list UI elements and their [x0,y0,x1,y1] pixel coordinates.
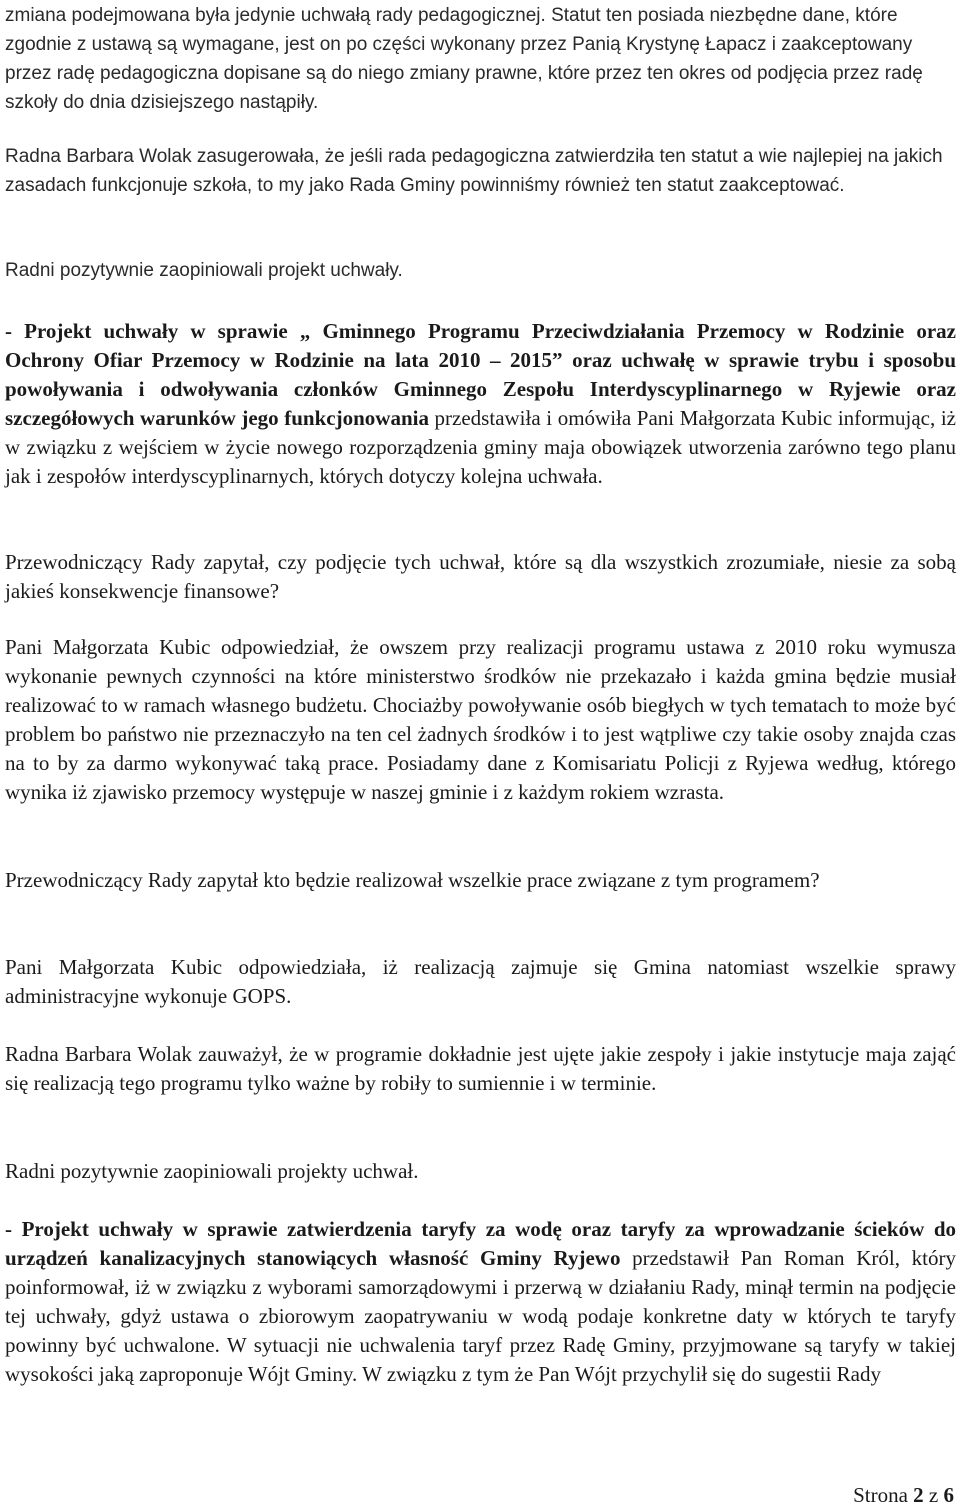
page-separator: z [923,1483,944,1507]
paragraph-text: Pani Małgorzata Kubic odpowiedział, że owszem przy realizacji programu ustawa z 2010 roku wymusza wykonanie pewnych czynności na które ministerstwo środków nie przekazało i każda gmina będzie musiał realizować to w ramach własnego budżetu. Chociażby powoływanie osób biegłych w tych tematach to może być problem bo państwo nie przeznaczyło na ten cel żadnych środków i to jest wątpliwe czy takie osoby znajda czas na to by za darmo wykonywać taką prace. Posiadamy dane z Komisariatu Policji z Ryjewa według, którego wynika iż zjawisko przemocy występuje w naszej gminie i z każdym rokiem wzrasta. [5,635,956,804]
paragraph-text: Przewodniczący Rady zapytał, czy podjęcie tych uchwał, które są dla wszystkich zrozumiałe, niesie za sobą jakieś konsekwencje finansowe? [5,550,956,603]
resolution-title: - Projekt uchwały w sprawie zatwierdzenia taryfy za wodę oraz taryfy za wprowadzanie ścieków do urządzeń kanalizacyjnych stanowiących własność Gminy Ryjewo [5,1217,956,1270]
resolution-title: - Projekt uchwały w sprawie „ Gminnego Programu Przeciwdziałania Przemocy w Rodzinie oraz Ochrony Ofiar Przemocy w Rodzinie na lata 2010 – 2015” oraz uchwałę w sprawie trybu i sposobu powoływania i odwoływania członków Gminnego Zespołu Interdyscyplinarnego w Ryjewie oraz szczegółowych warunków jego funkcjonowania [5,319,956,430]
paragraph-kubic-gops [5,953,956,1011]
paragraph-text: Radna Barbara Wolak zauważył, że w programie dokładnie jest ujęte jakie zespoły i jakie instytucje maja zająć się realizacją tego programu tylko ważne by robiły to sumiennie i w terminie. [5,1042,956,1095]
paragraph-projekt-taryfy [5,1215,956,1389]
current-page: 2 [913,1483,924,1507]
paragraph-opinion-2 [5,1157,956,1186]
paragraph-przewodniczacy-pytanie [5,548,956,606]
paragraph-kubic-odpowiedz [5,633,956,807]
total-pages: 6 [943,1483,954,1507]
paragraph-statut [5,1,956,117]
paragraph-opinion-1 [5,256,956,285]
paragraph-radna-wolak-statut [5,142,956,200]
paragraph-projekt-przemoc [5,317,956,491]
paragraph-text: przedstawił Pan Roman Król, który poinformował, iż w związku z wyborami samorządowymi i przerwą w działaniu Rady, minął termin na podjęcie tej uchwały, gdyż ustawa o zbiorowym zaopatrywaniu w wodą podaje konkretne daty w których te taryfy powinny być uchwalone. W sytuacji nie uchwalenia taryf przez Radę Gminy, przyjmowane są taryfy w takiej wysokości jaką zaproponuje Wójt Gminy. W związku z tym że Pan Wójt przychylił się do sugestii Rady [5,1246,957,1386]
paragraph-radna-wolak-program [5,1040,956,1098]
paragraph-text: zmiana podejmowana była jedynie uchwałą rady pedagogicznej. Statut ten posiada niezbędne dane, które zgodnie z ustawą są wymagane, jest on po części wykonany przez Panią Krystynę Łapacz i zaakceptowany przez radę pedagogiczna dopisane są do niego zmiany prawne, które przez ten okres od podjęcia przez radę szkoły do dnia dzisiejszego nastąpiły. [5,5,923,113]
paragraph-text: Radni pozytywnie zaopiniowali projekty uchwał. [5,1159,419,1183]
page-number [853,1482,954,1508]
paragraph-text: Przewodniczący Rady zapytał kto będzie realizował wszelkie prace związane z tym programem? [5,868,820,892]
paragraph-text: Radni pozytywnie zaopiniowali projekt uchwały. [5,260,403,281]
paragraph-text: przedstawiła i omówiła Pani Małgorzata Kubic informując, iż w związku z wejściem w życie nowego rozporządzenia gminy maja obowiązek utworzenia zarówno tego planu jak i zespołów interdyscyplinarnych, których dotyczy kolejna uchwała. [5,406,956,488]
paragraph-text: Radna Barbara Wolak zasugerowała, że jeśli rada pedagogiczna zatwierdziła ten statut a wie najlepiej na jakich zasadach funkcjonuje szkoła, to my jako Rada Gminy powinniśmy również ten statut zaakceptować. [5,146,943,196]
paragraph-text: Pani Małgorzata Kubic odpowiedziała, iż realizacją zajmuje się Gmina natomiast wszelkie sprawy administracyjne wykonuje GOPS. [5,955,956,1008]
paragraph-przewodniczacy-realizacja [5,866,956,895]
page-label: Strona [853,1483,914,1507]
